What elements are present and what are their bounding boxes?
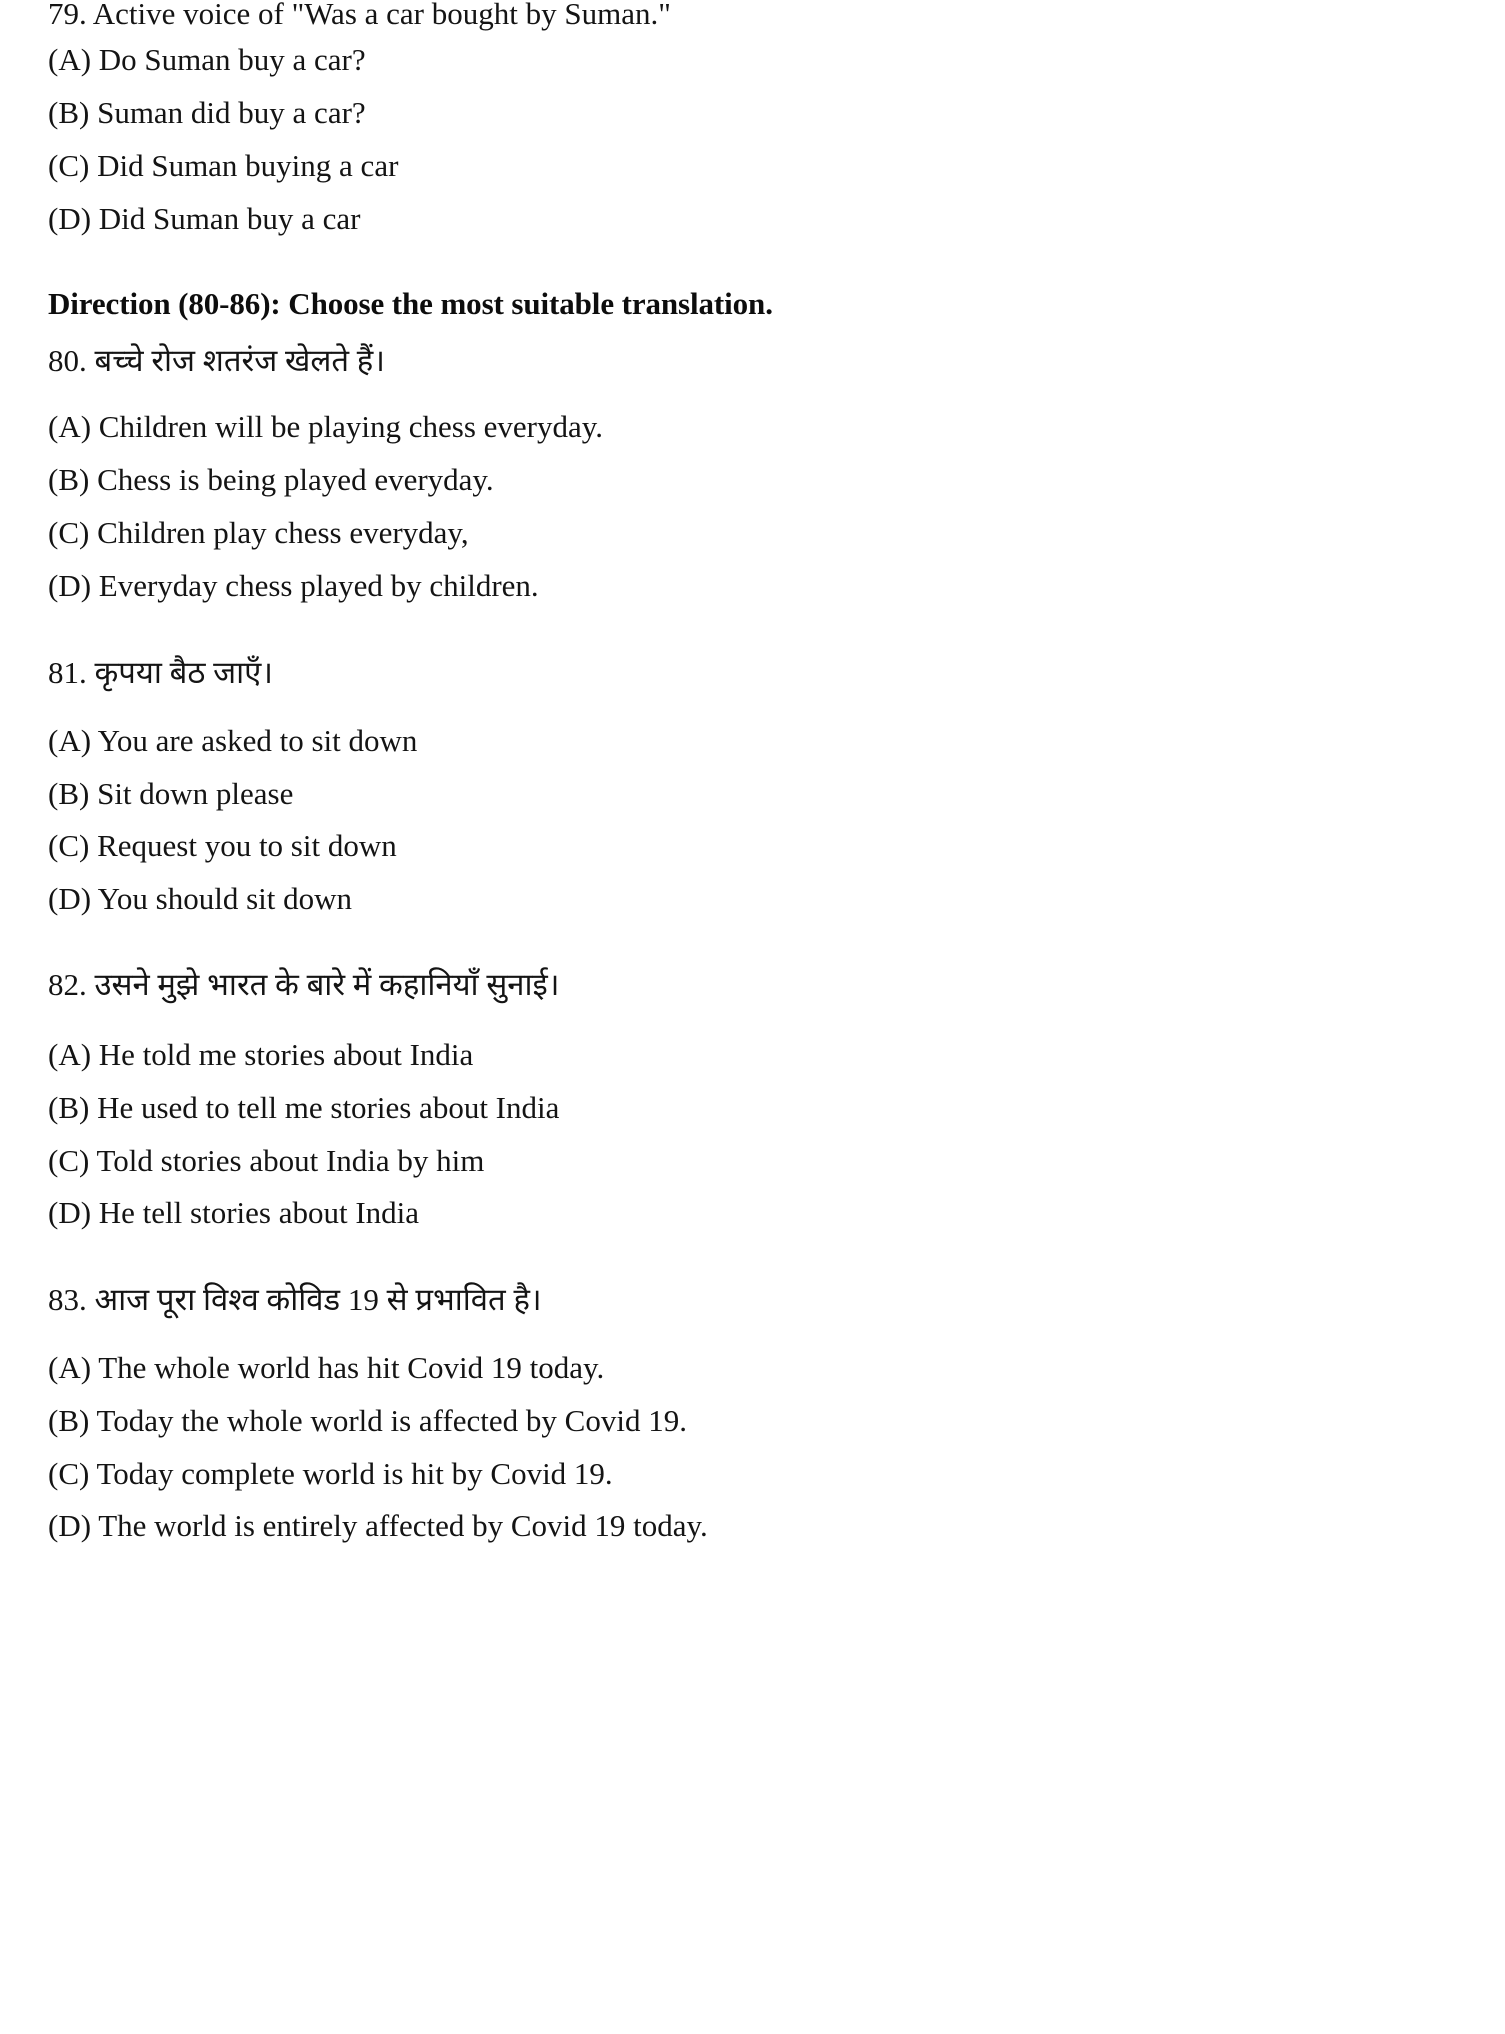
- question-80-option-b: (B) Chess is being played everyday.: [48, 462, 494, 497]
- question-79-option-a: (A) Do Suman buy a car?: [48, 42, 366, 77]
- question-80-option-c: (C) Children play chess everyday,: [48, 515, 469, 550]
- question-83-option-d: (D) The world is entirely affected by Covid 19 today.: [48, 1508, 708, 1543]
- question-82-option-b: (B) He used to tell me stories about India: [48, 1090, 560, 1125]
- question-80-option-d: (D) Everyday chess played by children.: [48, 568, 539, 603]
- question-81-option-c: (C) Request you to sit down: [48, 828, 397, 863]
- question-82-stem: 82. उसने मुझे भारत के बारे में कहानियाँ सुनाई।: [48, 967, 560, 1002]
- question-79-option-d: (D) Did Suman buy a car: [48, 201, 361, 236]
- question-80-stem: 80. बच्चे रोज शतरंज खेलते हैं।: [48, 343, 385, 378]
- question-79-option-b: (B) Suman did buy a car?: [48, 95, 366, 130]
- question-82-option-c: (C) Told stories about India by him: [48, 1143, 485, 1178]
- question-81-option-a: (A) You are asked to sit down: [48, 723, 418, 758]
- question-81-stem: 81. कृपया बैठ जाएँ।: [48, 655, 274, 690]
- question-83-option-a: (A) The whole world has hit Covid 19 today.: [48, 1350, 605, 1385]
- question-81-option-b: (B) Sit down please: [48, 776, 294, 811]
- question-83-option-b: (B) Today the whole world is affected by Covid 19.: [48, 1403, 687, 1438]
- question-80-option-a: (A) Children will be playing chess everyday.: [48, 409, 603, 444]
- question-82-option-d: (D) He tell stories about India: [48, 1195, 420, 1230]
- question-79-stem: 79. Active voice of "Was a car bought by Suman.": [48, 0, 671, 31]
- question-83-stem: 83. आज पूरा विश्व कोविड 19 से प्रभावित है।: [48, 1282, 542, 1317]
- question-79-option-c: (C) Did Suman buying a car: [48, 148, 399, 183]
- direction-heading: Direction (80-86): Choose the most suitable translation.: [48, 286, 773, 321]
- question-82-option-a: (A) He told me stories about India: [48, 1037, 474, 1072]
- question-83-option-c: (C) Today complete world is hit by Covid 19.: [48, 1456, 613, 1491]
- question-81-option-d: (D) You should sit down: [48, 881, 353, 916]
